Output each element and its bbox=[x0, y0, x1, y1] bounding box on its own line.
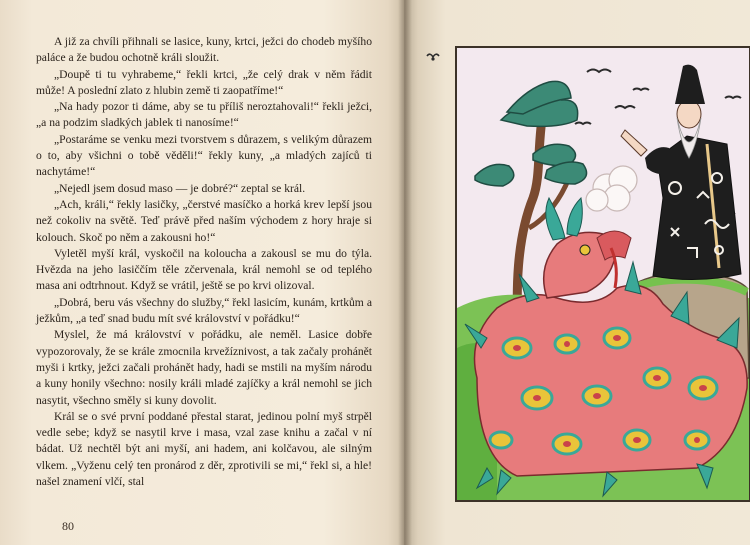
paragraph: „Postaráme se venku mezi tvorstvem s důrazem, s velikým důrazem o to, aby všichni o tobě věděli!“ řekly kuny, „a mladých zajíců ti nachytáme!“ bbox=[36, 132, 372, 179]
illustration bbox=[455, 46, 750, 502]
bird-ornament-icon bbox=[426, 50, 440, 68]
paragraph: Vyletěl myší král, vyskočil na koloucha a zakousl se mu do týla. Hvězda na jeho lasiččím těle zčervenala, král nemohl se od teplého masa ani odtrhnout. Když se vrátil, ještě se po krvi olizoval. bbox=[36, 246, 372, 293]
paragraph: Král se o své první poddané přestal starat, jedinou polní myš strpěl vedle sebe; když se nasytil krve i masa, vzal zase knihu a začal v ní bádat. Už nechtěl být ani myší, ani hadem, ani kolčavou, ale silným vlkem. „Vyženu celý ten pronárod z děr, zprotivili se mi,“ řekl si, a hle! našel znamení vlčí, stal bbox=[36, 409, 372, 489]
page-number: 80 bbox=[62, 519, 74, 533]
paragraph: „Doupě ti tu vyhrabeme,“ řekli krtci, „že celý drak v něm řádit může! A poslední zlato z hlubin země ti zaopatříme!“ bbox=[36, 67, 372, 97]
dragon-wizard-illustration bbox=[457, 48, 749, 500]
paragraph: Myslel, že má království v pořádku, ale neměl. Lasice dobře vypozorovaly, že se krále zmocnila krvežíznivost, a tak začaly prohánět myši i krtky, ježci začali prohánět hady, hadi se mstili na myším národu a kuny honily všechno: nosily králi mladé zajíčky a král nemohl se jich nasytit, všechno směly si kuny dovolit. bbox=[36, 328, 372, 407]
paragraph: „Dobrá, beru vás všechny do služby,“ řekl lasicím, kunám, krtkům a ježkům, „a teď snad budu mít své království v pořádku!“ bbox=[36, 295, 372, 326]
paragraph: „Ach, králi,“ řekly lasičky, „čerstvé masíčko a horká krev lepší jsou než cokoliv na světě. Teď právě před naším východem z hory hraje si kolouch. Skoč po něm a zakousni ho!“ bbox=[36, 197, 372, 244]
book-gutter bbox=[398, 0, 412, 545]
paragraph: „Nejedl jsem dosud maso — je dobré?“ zeptal se král. bbox=[54, 181, 306, 195]
story-text bbox=[36, 34, 372, 490]
paragraph: A již za chvíli přihnali se lasice, kuny, krtci, ježci do chodeb myšího paláce a že budou ochotně králi sloužit. bbox=[36, 35, 372, 65]
paragraph: „Na hady pozor ti dáme, aby se tu příliš neroztahovali!“ řekli ježci, „a na podzim sladkých jablek ti nanosíme!“ bbox=[36, 100, 372, 130]
